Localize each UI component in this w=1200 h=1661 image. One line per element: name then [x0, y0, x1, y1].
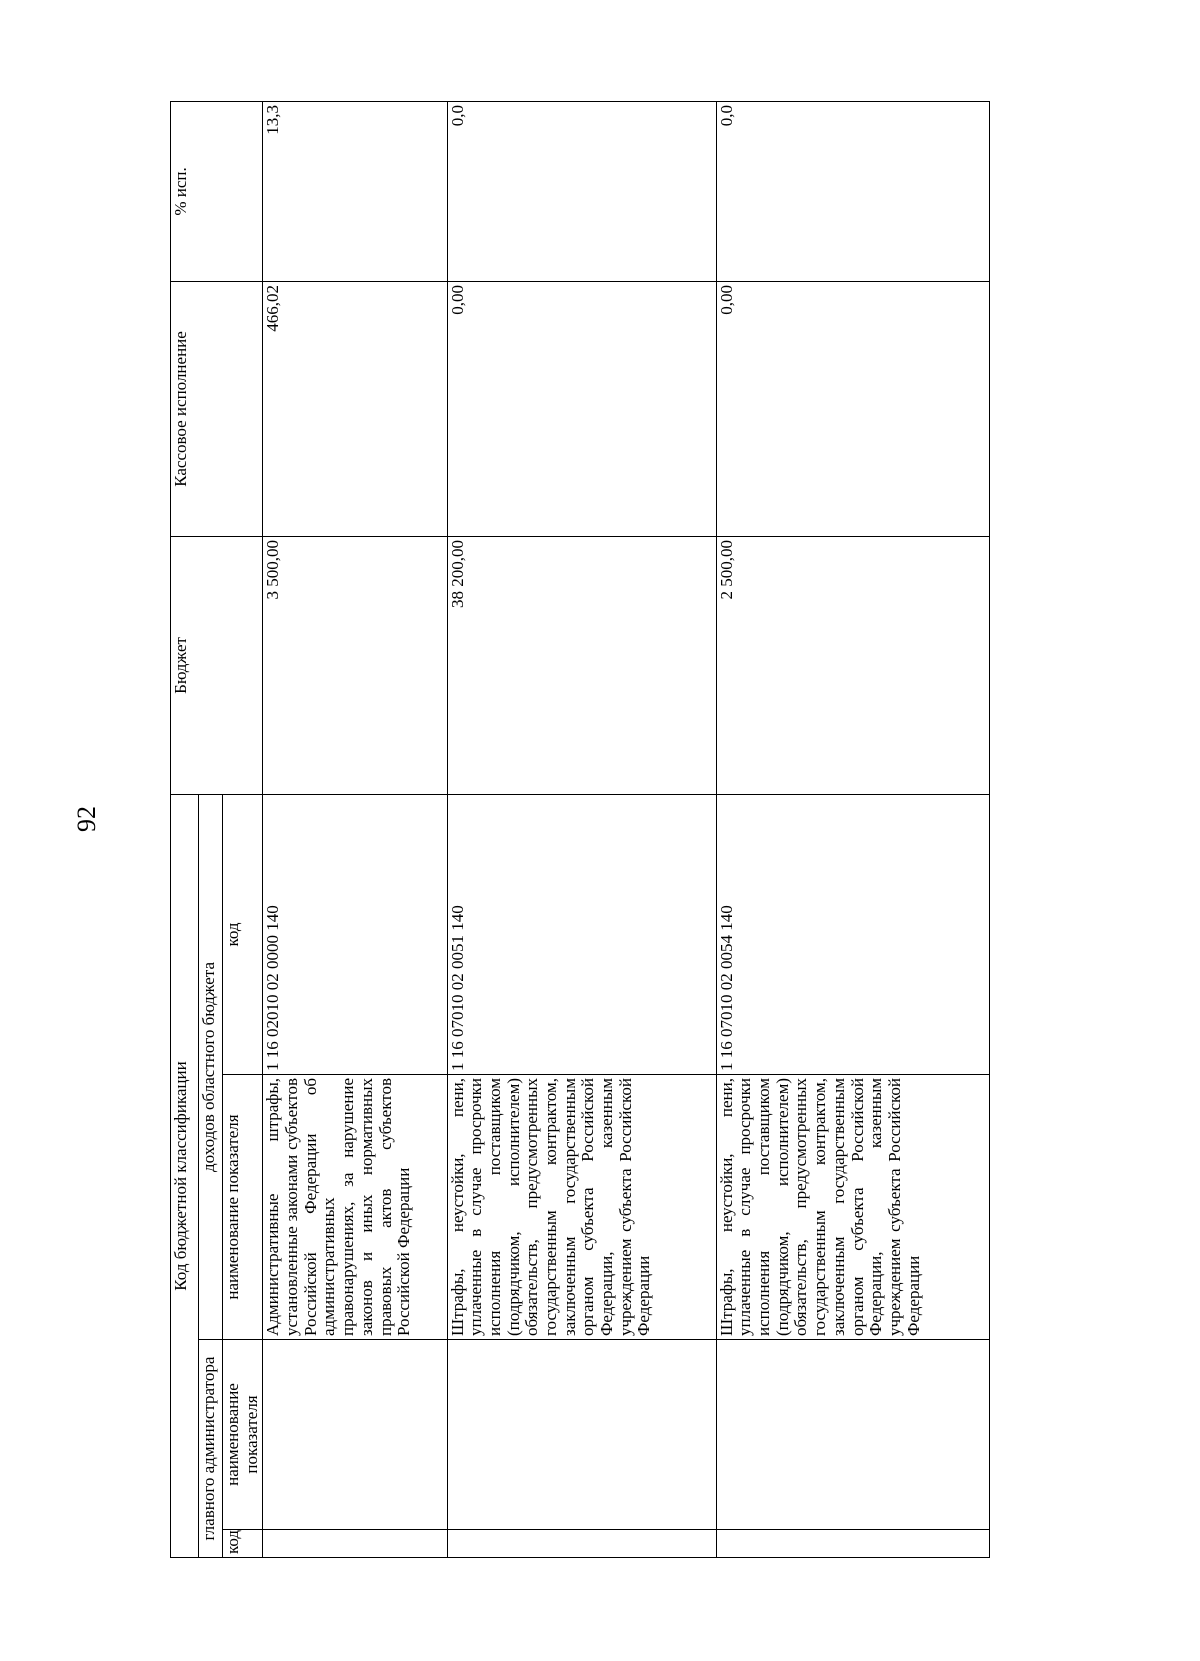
admin-name-cell	[716, 1340, 989, 1530]
cash-execution-header: Кассовое исполнение	[171, 281, 263, 536]
admin-name-cell	[263, 1340, 447, 1530]
cash-execution-cell: 466,02	[263, 281, 447, 536]
admin-code-header: код	[223, 1530, 263, 1558]
percent-cell: 0,0	[447, 101, 716, 281]
income-name-cell: Штрафы, неустойки, пени, уплаченные в случае просрочки исполнения поставщиком (подрядчиком, исполнителем) обязательств, предусмотренных государственным контрактом, заключенным государственным органом субъекта Российской Федерации, казенным учреждением субъекта Российской Федерации	[447, 1075, 716, 1340]
income-code-cell: 1 16 02010 02 0000 140	[263, 794, 447, 1074]
admin-name-header: наименование показателя	[223, 1340, 263, 1530]
income-name-header: наименование показателя	[223, 1075, 263, 1340]
cash-execution-cell: 0,00	[716, 281, 989, 536]
classification-header: Код бюджетной классификации	[171, 794, 199, 1557]
admin-code-cell	[716, 1530, 989, 1558]
page-number: 92	[72, 806, 101, 832]
income-header: доходов областного бюджета	[199, 794, 223, 1339]
percent-header: % исп.	[171, 101, 263, 281]
budget-cell: 3 500,00	[263, 536, 447, 794]
table-row	[263, 101, 447, 1557]
admin-header: главного администратора	[199, 1340, 223, 1558]
income-name-cell: Штрафы, неустойки, пени, уплаченные в случае просрочки исполнения поставщиком (подрядчиком, исполнителем) обязательств, предусмотренных государственным контрактом, заключенным государственным органом субъекта Российской Федерации, казенным учреждением субъекта Российской Федерации	[716, 1075, 989, 1340]
table-row	[716, 101, 989, 1557]
percent-cell: 0,0	[716, 101, 989, 281]
income-name-cell: Административные штрафы, установленные законами субъектов Российской Федерации об административных правонарушениях, за нарушение законов и иных нормативных правовых актов субъектов Российской Федерации	[263, 1075, 447, 1340]
cash-execution-cell: 0,00	[447, 281, 716, 536]
budget-table	[170, 101, 990, 1558]
rotated-table-wrapper	[170, 102, 990, 1558]
table-row	[447, 101, 716, 1557]
percent-cell: 13,3	[263, 101, 447, 281]
income-code-cell: 1 16 07010 02 0051 140	[447, 794, 716, 1074]
admin-code-cell	[263, 1530, 447, 1558]
admin-name-cell	[447, 1340, 716, 1530]
budget-header: Бюджет	[171, 536, 263, 794]
budget-cell: 38 200,00	[447, 536, 716, 794]
budget-cell: 2 500,00	[716, 536, 989, 794]
income-code-cell: 1 16 07010 02 0054 140	[716, 794, 989, 1074]
admin-code-cell	[447, 1530, 716, 1558]
income-code-header: код	[223, 794, 263, 1074]
